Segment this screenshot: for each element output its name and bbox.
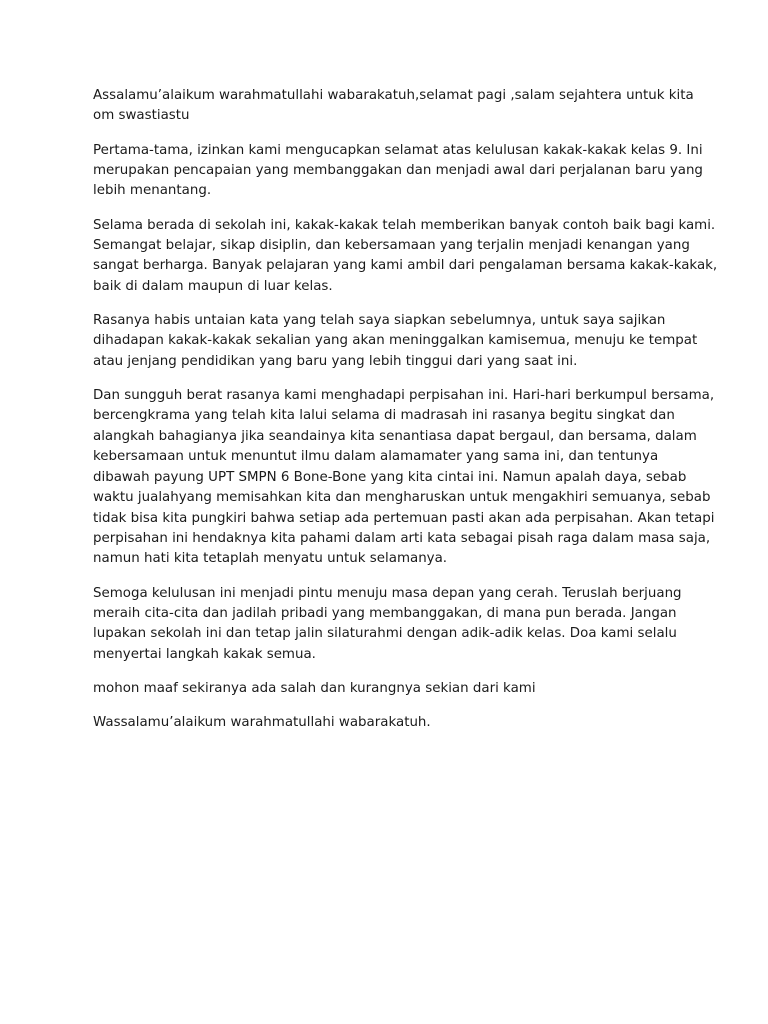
paragraph-line: menyertai langkah kakak semua. [93, 646, 316, 662]
paragraph-line: Assalamu’alaikum warahmatullahi wabarakatuh,selamat pagi ,salam sejahtera untuk kita [93, 88, 694, 103]
parting-paragraph [93, 386, 715, 570]
paragraph-line: kebersamaan untuk menuntut ilmu dalam alamamater yang sama ini, dan tentunya [93, 449, 659, 465]
paragraph-line: atau jenjang pendidikan yang baru yang lebih tinggui dari yang saat ini. [93, 353, 578, 369]
paragraph-line: mohon maaf sekiranya ada salah dan kurangnya sekian dari kami [93, 680, 536, 696]
paragraph-line: Dan sungguh berat rasanya kami menghadapi perpisahan ini. Hari-hari berkumpul bersama, [93, 388, 715, 404]
congratulations-paragraph [93, 141, 703, 202]
paragraph-line: merupakan pencapaian yang membanggakan dan menjadi awal dari perjalanan baru yang [93, 163, 703, 179]
paragraph-line: baik di dalam maupun di luar kelas. [93, 278, 333, 294]
paragraph-line: dibawah payung UPT SMPN 6 Bone-Bone yang kita cintai ini. Namun apalah daya, sebab [93, 469, 687, 485]
paragraph-line: Rasanya habis untaian kata yang telah saya siapkan sebelumnya, untuk saya sajikan [93, 313, 666, 329]
paragraph-line: sangat berharga. Banyak pelajaran yang kami ambil dari pengalaman bersama kakak-kakak, [93, 258, 718, 274]
paragraph-line: bercengkrama yang telah kita lalui selama di madrasah ini rasanya begitu singkat dan [93, 408, 675, 424]
paragraph-line: tidak bisa kita pungkiri bahwa setiap ada pertemuan pasti akan ada perpisahan. Akan tetapi [93, 510, 715, 526]
paragraph-line: meraih cita-cita dan jadilah pribadi yang membanggakan, di mana pun berada. Jangan [93, 605, 677, 621]
paragraph-line: Semangat belajar, sikap disiplin, dan kebersamaan yang terjalin menjadi kenangan yang [93, 238, 690, 254]
paragraph-line: Semoga kelulusan ini menjadi pintu menuju masa depan yang cerah. Teruslah berjuang [93, 585, 682, 601]
paragraph-line: dihadapan kakak-kakak sekalian yang akan meninggalkan kamisemua, menuju ke tempat [93, 333, 698, 349]
paragraph-line: Selama berada di sekolah ini, kakak-kakak telah memberikan banyak contoh baik bagi kami. [93, 217, 716, 233]
paragraph-line: lebih menantang. [93, 183, 212, 199]
paragraph-line: perpisahan ini hendaknya kita pahami dalam arti kata sebagai pisah raga dalam masa saja, [93, 530, 711, 546]
closing-paragraph [93, 713, 676, 733]
apology-paragraph [93, 679, 676, 699]
greeting-paragraph [93, 86, 694, 127]
paragraph-line: Pertama-tama, izinkan kami mengucapkan selamat atas kelulusan kakak-kakak kelas 9. Ini [93, 142, 703, 158]
paragraph-line: waktu jualahyang memisahkan kita dan mengharuskan untuk mengakhiri semuanya, sebab [93, 490, 711, 506]
paragraph-line: alangkah bahagianya jika seandainya kita senantiasa dapat bergaul, dan bersama, dalam [93, 428, 697, 444]
paragraph-line: lupakan sekolah ini dan tetap jalin silaturahmi dengan adik-adik kelas. Doa kami selalu [93, 626, 677, 642]
paragraph-line: Wassalamu’alaikum warahmatullahi wabarakatuh. [93, 715, 431, 731]
farewell-words-paragraph [93, 311, 698, 372]
paragraph-line: om swastiastu [93, 108, 190, 124]
paragraph-line: namun hati kita tetaplah menyatu untuk selamanya. [93, 551, 448, 567]
wishes-paragraph [93, 584, 682, 666]
school-memories-paragraph [93, 216, 718, 298]
